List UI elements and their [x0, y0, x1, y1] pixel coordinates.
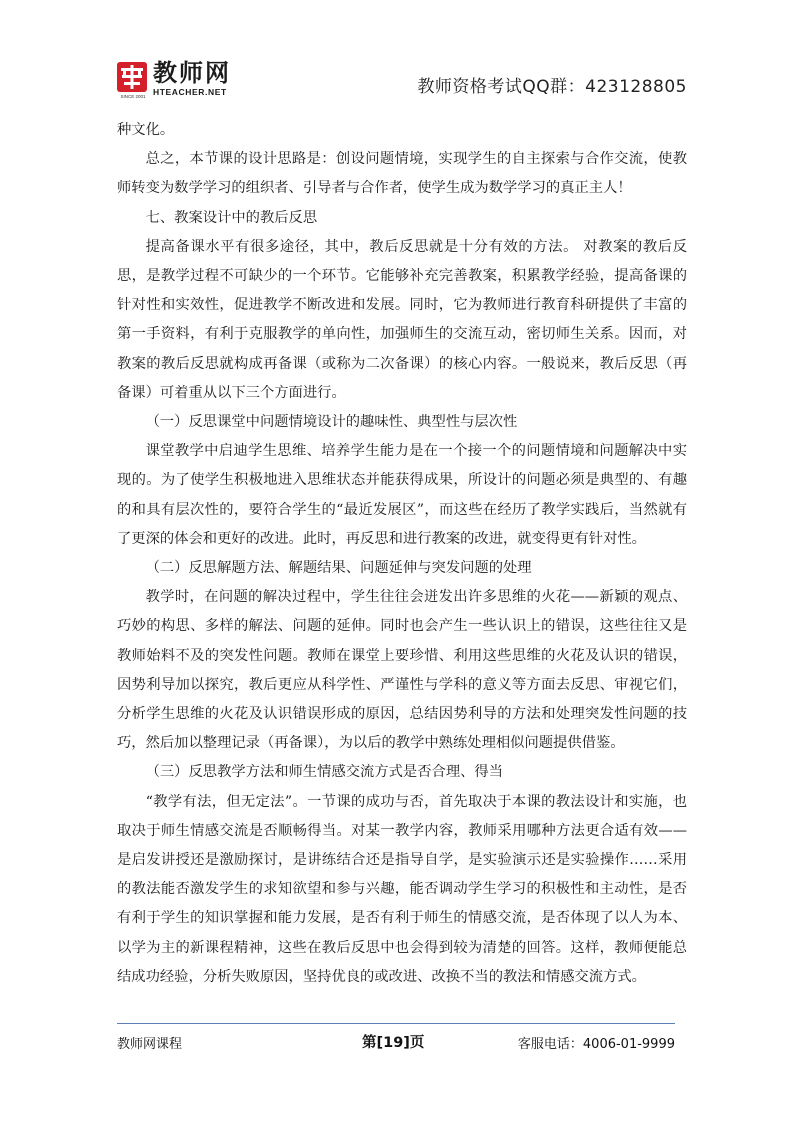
page-body: [117, 116, 687, 992]
footer-course-name: 教师网课程: [117, 1037, 183, 1052]
paragraph-continued: 种文化。: [117, 122, 175, 138]
logo-mark-icon: [117, 62, 147, 95]
paragraph-two: 教学时，在问题的解决过程中，学生往往会迸发出许多思维的火花——新颖的观点、巧妙的构思、多样的解法、问题的延伸。同时也会产生一些认识上的错误，这些往往又是教师始料不及的突发性问题。教师在课堂上要珍惜、利用这些思维的火花及认识的错误，因势利导加以探究，教后更应从科学性、严谨性与学科的意义等方面去反思、审视它们，分析学生思维的火花及认识错误形成的原因，总结因势利导的方法和处理突发性问题的技巧，然后加以整理记录（再备课），为以后的教学中熟练处理相似问题提供借鉴。: [117, 589, 687, 752]
subheading-three: （三）反思教学方法和师生情感交流方式是否合理、得当: [145, 764, 504, 781]
subheading-two: （二）反思解题方法、解题结果、问题延伸与突发问题的处理: [145, 560, 532, 577]
section-heading-seven: 七、教案设计中的教后反思: [145, 209, 318, 226]
logo[interactable]: [117, 60, 231, 97]
qq-group-info: 教师资格考试QQ群：423128805: [417, 77, 687, 97]
page-number: 第[19]页: [362, 1035, 425, 1051]
logo-since-text: SINCE 2001: [120, 94, 146, 99]
subheading-one: （一）反思课堂中问题情境设计的趣味性、典型性与层次性: [145, 414, 518, 431]
footer-divider: [117, 1023, 675, 1024]
customer-service-phone: 客服电话：4006-01-9999: [517, 1037, 675, 1052]
page-header: [0, 0, 800, 112]
logo-english-name: HTEACHER.NET: [153, 87, 227, 97]
paragraph-one: 课堂教学中启迪学生思维、培养学生能力是在一个接一个的问题情境和问题解决中实现的。为了使学生积极地进入思维状态并能获得成果，所设计的问题必须是典型的、有趣的和具有层次性的，要符合学生的“最近发展区”，而这些在经历了教学实践后，当然就有了更深的体会和更好的改进。此时，再反思和进行教案的改进，就变得更有针对性。: [117, 443, 687, 547]
paragraph-reflection-intro: 提高备课水平有很多途径，其中，教后反思就是十分有效的方法。 对教案的教后反思，是教学过程不可缺少的一个环节。它能够补充完善教案，积累教学经验，提高备课的针对性和实效性，促进教学不断改进和发展。同时，它为教师进行教育科研提供了丰富的第一手资料，有利于克服教学的单向性，加强师生的交流互动，密切师生关系。因而，对教案的教后反思就构成再备课（或称为二次备课）的核心内容。一般说来，教后反思（再备课）可着重从以下三个方面进行。: [117, 238, 687, 401]
page-footer: [117, 1030, 675, 1052]
paragraph-summary: 总之，本节课的设计思路是：创设问题情境，实现学生的自主探索与合作交流，使教师转变为数学学习的组织者、引导者与合作者，使学生成为数学学习的真正主人！: [117, 151, 687, 197]
paragraph-three: “教学有法，但无定法”。一节课的成功与否，首先取决于本课的教法设计和实施，也取决于师生情感交流是否顺畅得当。对某一教学内容，教师采用哪种方法更合适有效——是启发讲授还是激励探讨，是讲练结合还是指导自学，是实验演示还是实验操作……采用的教法能否激发学生的求知欲望和参与兴趣，能否调动学生学习的积极性和主动性，是否有利于学生的知识掌握和能力发展，是否有利于师生的情感交流，是否体现了以人为本、以学为主的新课程精神，这些在教后反思中也会得到较为清楚的回答。这样，教师便能总结成功经验，分析失败原因，坚持优良的或改进、改换不当的教法和情感交流方式。: [117, 793, 687, 985]
logo-chinese-name: 教师网: [153, 59, 231, 87]
